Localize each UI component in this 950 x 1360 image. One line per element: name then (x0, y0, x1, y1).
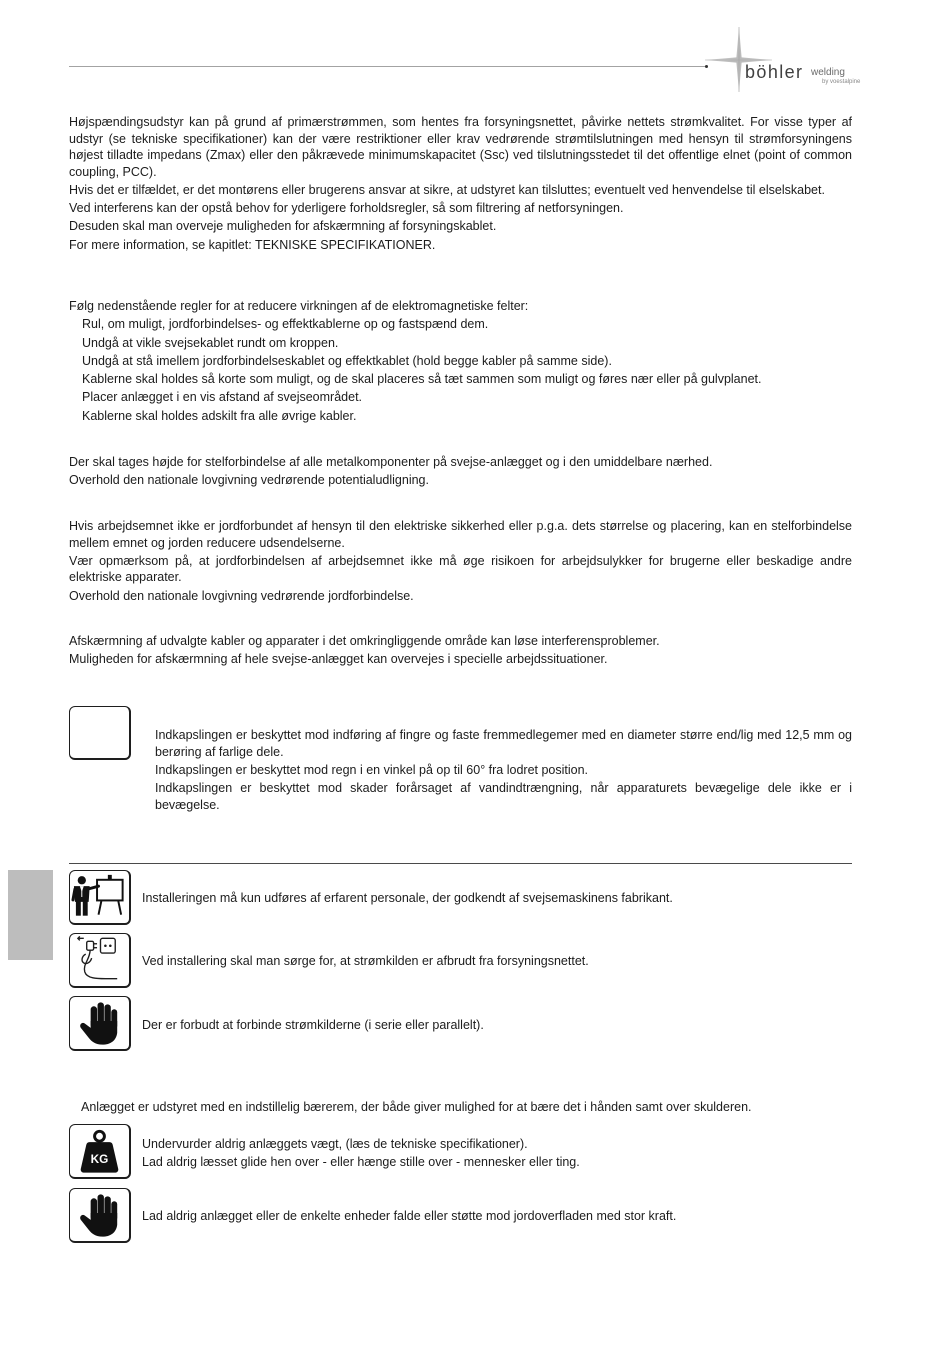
power-quality-section (69, 114, 852, 255)
power-quality-paragraph: Højspændingsudstyr kan på grund af primærstrømmen, som hentes fra forsyningsnettet, påvirke nettets strømkvalitet. For visse typer af udstyr (se tekniske specifikationer) kan der være restriktioner eller krav vedrørende strømtilslutningen med hensyn til strømforsyningens højest tilladte impedans (Zmax) eller den påkrævede minimumskapacitet (Ssc) ved tilslutningsstedet til det offentlige elnet (point of common coupling, PCC). (69, 115, 852, 179)
logo-product-text: welding (811, 67, 845, 78)
ip-rating-box (69, 706, 131, 760)
screening-section (69, 633, 852, 670)
screening-paragraph: Muligheden for afskærmning af hele svejse-anlægget kan overvejes i specielle arbejdssituationer. (69, 652, 608, 667)
installation-item-line: Der er forbudt at forbinde strømkilderne (i serie eller parallelt). (142, 1018, 484, 1032)
enclosure-protection-section (155, 727, 852, 815)
handling-item-line: Lad aldrig anlægget eller de enkelte enheder falde eller støtte mod jordoverfladen med stor kraft. (142, 1209, 677, 1223)
stop-hand-icon (70, 997, 129, 1049)
handling-intro-line: Anlægget er udstyret med en indstillelig bærerem, der både giver mulighed for at bære det i hånden samt over skulderen. (81, 1100, 752, 1114)
emf-rule: Placer anlægget i en vis afstand af svejseområdet. (82, 390, 363, 405)
handling-item-line: Lad aldrig læsset glide hen over - eller hænge stille over - mennesker eller ting. (142, 1155, 580, 1170)
bonding-section (69, 454, 852, 491)
language-side-tab (8, 870, 53, 960)
earthing-paragraph: Vær opmærksom på, at jordforbindelsen af arbejdsemnet ikke må øge risikoen for arbejdsulykker for brugerne eller beskadige andre elektriske apparater. (69, 553, 852, 585)
power-quality-paragraph: For mere information, se kapitlet: TEKNISKE SPECIFIKATIONER. (69, 237, 436, 252)
emf-rules-section (69, 298, 852, 426)
stop-hand-icon (70, 1189, 129, 1241)
installation-item-text (142, 1017, 852, 1035)
header-rule (69, 66, 706, 67)
weight-kg-icon (70, 1125, 129, 1177)
handling-item-text (142, 1136, 852, 1173)
bonding-paragraph: Der skal tages højde for stelforbindelse af alle metalkomponenter på svejse-anlægget og i den umiddelbare nærhed. (69, 455, 713, 469)
section-divider (69, 863, 852, 864)
bonding-paragraph: Overhold den nationale lovgivning vedrørende potentialudligning. (69, 473, 429, 488)
power-quality-paragraph: Desuden skal man overveje muligheden for afskærmning af forsyningskablet. (69, 219, 497, 234)
installation-item-text (142, 953, 852, 971)
presenter-figure (73, 876, 99, 916)
logo-brand-text: böhler (745, 62, 804, 82)
handling-intro (81, 1099, 852, 1117)
board-graphic (97, 875, 123, 915)
earthing-paragraph: Hvis arbejdsemnet ikke er jordforbundet af hensyn til den elektriske sikkerhed eller p.g.a. dets størrelse og placering, kan en stelforbindelse mellem emnet og jorden reducere udsendelserne. (69, 519, 852, 550)
handling-item-line: Undervurder aldrig anlæggets vægt, (læs de tekniske specifikationer). (142, 1137, 528, 1151)
handling-item-text (142, 1208, 852, 1226)
enclosure-protection-paragraph: Indkapslingen er beskyttet mod indføring af fingre og faste fremmedlegemer med en diameter større end/lig med 12,5 mm og berøring af farlige dele. (155, 728, 852, 759)
installation-item-line: Ved installering skal man sørge for, at strømkilden er afbrudt fra forsyningsnettet. (142, 954, 589, 968)
enclosure-protection-paragraph: Indkapslingen er beskyttet mod regn i en vinkel på op til 60° fra lodret position. (155, 762, 589, 777)
hand-silhouette (80, 1194, 117, 1236)
earthing-paragraph: Overhold den nationale lovgivning vedrørende jordforbindelse. (69, 588, 414, 603)
icon-frame (69, 1188, 131, 1243)
logo-star-shape (705, 27, 772, 92)
unplug-graphic (78, 936, 117, 978)
earthing-section (69, 518, 852, 606)
icon-frame (69, 1124, 131, 1179)
power-quality-paragraph: Ved interferens kan der opstå behov for yderligere forholdsregler, så som filtrering af netforsyningen. (69, 201, 624, 216)
bohler-star-logo-icon (700, 22, 780, 98)
emf-rule: Rul, om muligt, jordforbindelses- og effektkablerne op og fastspænd dem. (82, 317, 489, 332)
emf-rule: Undgå at stå imellem jordforbindelseskablet og effektkablet (hold begge kabler på samme side). (82, 353, 612, 368)
presenter-board-icon (70, 871, 129, 923)
screening-paragraph: Afskærmning af udvalgte kabler og apparater i det omkringliggende område kan løse interferensproblemer. (69, 634, 660, 648)
emf-rule: Undgå at vikle svejsekablet rundt om kroppen. (82, 335, 339, 350)
unplug-icon (70, 934, 129, 986)
socket-holes (104, 944, 111, 947)
icon-frame (69, 933, 131, 988)
emf-rule: Kablerne skal holdes adskilt fra alle øvrige kabler. (82, 408, 357, 423)
hand-silhouette (80, 1002, 117, 1044)
logo-tagline-text: by voestalpine (822, 79, 861, 85)
installation-item-text (142, 890, 852, 908)
emf-intro: Følg nedenstående regler for at reducere virkningen af de elektromagnetiske felter: (69, 299, 529, 313)
icon-frame (69, 996, 131, 1051)
enclosure-protection-paragraph: Indkapslingen er beskyttet mod skader forårsaget af vandindtrængning, når apparaturets bevægelige dele ikke er i bevægelse. (155, 781, 852, 812)
weight-kg-label: KG (90, 1151, 109, 1166)
installation-item-line: Installeringen må kun udføres af erfarent personale, der godkendt af svejsemaskinens fabrikant. (142, 891, 673, 905)
icon-frame (69, 870, 131, 925)
emf-rule: Kablerne skal holdes så korte som muligt, og de skal placeres så tæt sammen som muligt og føres nær eller på gulvplanet. (82, 372, 762, 387)
power-quality-paragraph: Hvis det er tilfældet, er det montørens eller brugerens ansvar at sikre, at udstyret kan tilsluttes; eventuelt ved henvendelse til elselskabet. (69, 182, 825, 197)
